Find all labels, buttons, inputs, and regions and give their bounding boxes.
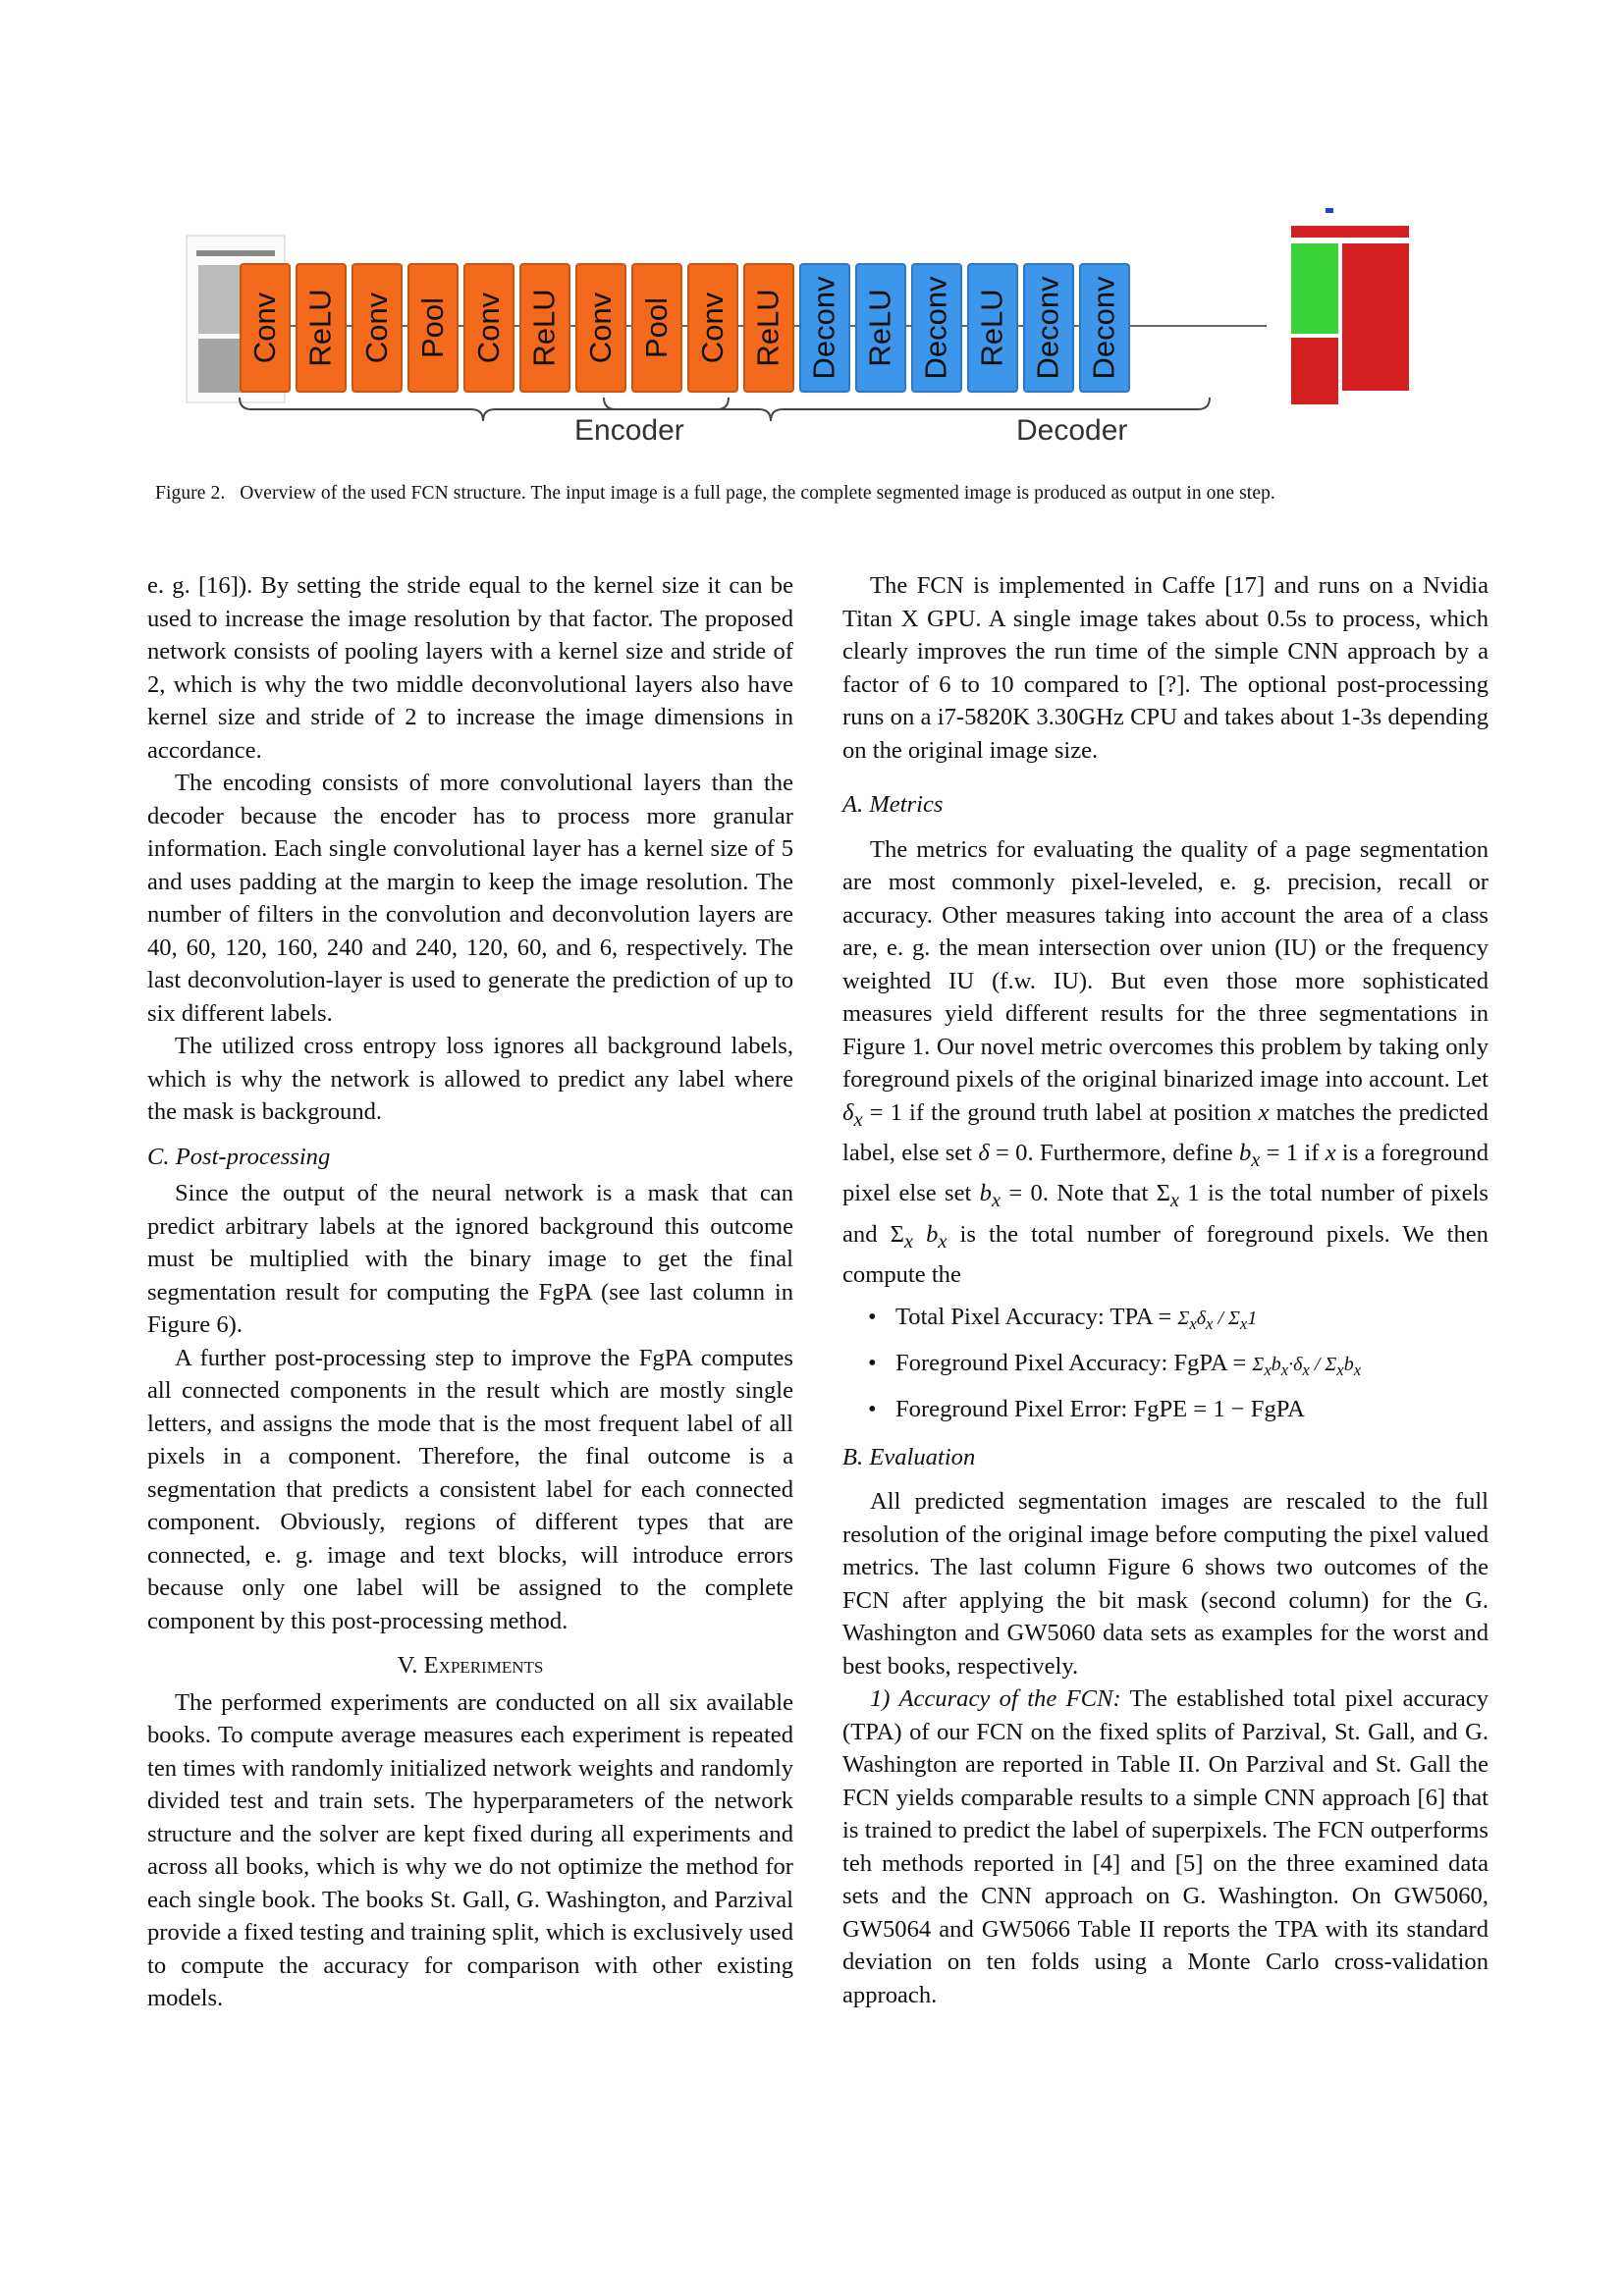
paragraph: The encoding consists of more convolutional layers than the decoder because the encoder has to process more granular information. Each single convolutional layer has a kernel size of 5 and uses padding at the margin to keep the image resolution. The number of filters in the convolution and deconvolution layers are 40, 60, 120, 160, 240 and 240, 120, 60, and 6, respectively. The last deconvolution-layer is used to generate the prediction of up to six different labels.: [147, 770, 793, 1027]
paragraph: Since the output of the neural network is a mask that can predict arbitrary labels at the ignored background this outcome must be multiplied with the binary image to get the final segmentation result for computing the FgPA (see last column in Figure 6).: [147, 1180, 793, 1338]
section-heading-experiments: [147, 1649, 793, 1682]
section-heading-evaluation: B. Evaluation: [842, 1443, 976, 1470]
layer-label: ReLU: [863, 289, 898, 367]
right-column: [842, 569, 1489, 2011]
metric-fgpe: • Foreground Pixel Error: FgPE = 1 − FgPA: [868, 1390, 1489, 1429]
encoder-layer-relu: [296, 263, 347, 393]
decoder-layer-deconv: [799, 263, 850, 393]
left-column: [147, 569, 793, 2015]
decoder-layer-deconv: [911, 263, 962, 393]
layer-label: Conv: [695, 292, 730, 364]
layer-label: Conv: [359, 292, 394, 364]
decoder-layer-relu: [855, 263, 906, 393]
encoder-label: Encoder: [574, 414, 684, 447]
layer-label: Deconv: [1087, 276, 1122, 380]
encoder-layer-conv: [240, 263, 291, 393]
paragraph: The performed experiments are conducted on all six available books. To compute average measures each experiment is repeated ten times with randomly initialized network weights and randomly divided test and train sets. The hyperparameters of the network structure and the solver are kept fixed during all experiments and across all books, which is why we do not optimize the method for each single book. The books St. Gall, G. Washington, and Parzival provide a fixed testing and training split, which is exclusively used to compute the accuracy for comparison with other existing models.: [147, 1688, 793, 2011]
paragraph: The utilized cross entropy loss ignores all background labels, which is why the network is allowed to predict any label where the mask is background.: [147, 1033, 793, 1125]
paragraph-accuracy: 1) Accuracy of the FCN: The established total pixel accuracy (TPA) of our FCN on the fixed splits of Parzival, St. Gall, and G. Washington are reported in Table II. On Parzival and St. Gall the FCN yields comparable results to a simple CNN approach [6] that is trained to predict the label of superpixels. The FCN outperforms teh methods reported in [4] and [5] on the three examined data sets and the CNN approach on G. Washington. On GW5060, GW5064 and GW5066 Table II reports the TPA with its standard deviation on ten folds using a Monte Carlo cross-validation approach.: [842, 1685, 1489, 2008]
encoder-layer-pool: [631, 263, 682, 393]
figure-caption-text: Overview of the used FCN structure. The input image is a full page, the complete segmented image is produced as output in one step.: [240, 483, 1275, 504]
paragraph: e. g. [16]). By setting the stride equal to the kernel size it can be used to increase the image resolution by that factor. The proposed network consists of pooling layers with a kernel size and stride of 2, which is why the two middle deconvolutional layers also have kernel size and stride of 2 to increase the image dimensions in accordance.: [147, 572, 793, 764]
encoder-layer-relu: [743, 263, 794, 393]
encoder-layer-conv: [463, 263, 514, 393]
section-heading-post-processing: C. Post-processing: [147, 1143, 331, 1170]
paragraph: All predicted segmentation images are rescaled to the full resolution of the original image before computing the pixel valued metrics. The last column Figure 6 shows two outcomes of the FCN after applying the bit mask (second column) for the G. Washington and GW5060 data sets as examples for the worst and best books, respectively.: [842, 1488, 1489, 1680]
paragraph: The FCN is implemented in Caffe [17] and runs on a Nvidia Titan X GPU. A single image takes about 0.5s to process, which clearly improves the run time of the simple CNN approach by a factor of 6 to 10 compared to [?]. The optional post-processing runs on a i7-5820K 3.30GHz CPU and takes about 1-3s depending on the original image size.: [842, 572, 1489, 764]
layer-label: Conv: [471, 292, 506, 364]
layer-label: ReLU: [527, 289, 563, 367]
output-segmentation-image: [1288, 208, 1411, 407]
figure-caption-label: Figure 2.: [155, 483, 226, 504]
section-title: Experiments: [423, 1652, 544, 1679]
layer-label: Pool: [415, 296, 451, 359]
encoder-layer-conv: [352, 263, 403, 393]
decoder-label: Decoder: [1016, 414, 1128, 447]
layer-label: Deconv: [919, 276, 954, 380]
layer-label: ReLU: [303, 289, 339, 367]
encoder-layer-relu: [519, 263, 570, 393]
layer-label: Conv: [247, 292, 282, 364]
paragraph-metrics: The metrics for evaluating the quality of a page segmentation are most commonly pixel-leveled, e. g. precision, recall or accuracy. Other measures taking into account the area of a class are, e. g. the mean intersection over union (IU) or the frequency weighted IU (f.w. IU). But even those more sophisticated measures yield different results for the three segmentations in Figure 1. Our novel metric overcomes this problem by taking only foreground pixels of the original binarized image into account. Let $\delta_x = 1$ if the ground truth label at position x matches the predicted label, else set δ = 0. Furthermore, define $b_x = 1$ if x is a foreground pixel else set $b_x = 0$. Note that $\Sigma_x$ 1 is the total number of pixels and $\Sigma_x$ $b_x$ is the total number of foreground pixels. We then compute the: [842, 835, 1489, 1289]
paragraph: A further post-processing step to improve the FgPA computes all connected components in the result which are mostly single letters, and assigns the mode that is the most frequent label of all pixels in a component. Therefore, the final outcome is a segmentation that predicts a consistent label for each connected component. Obviously, regions of different types that are connected, e. g. image and text blocks, will introduce errors because only one label will be assigned to the complete component by this post-processing method.: [147, 1344, 793, 1634]
subsection-lead: 1) Accuracy of the FCN:: [870, 1685, 1121, 1713]
decoder-layer-deconv: [1079, 263, 1130, 393]
layer-label: Deconv: [1031, 276, 1066, 380]
figure-caption: [155, 483, 1471, 505]
layer-label: Deconv: [807, 276, 842, 380]
decoder-layer-deconv: [1023, 263, 1074, 393]
metric-fgpa: • Foreground Pixel Accuracy: FgPA = $\Sigma_xb_x\cdot\delta_x / \Sigma_xb_x$: [868, 1344, 1489, 1390]
encoder-layer-pool: [407, 263, 459, 393]
metric-tpa: • Total Pixel Accuracy: TPA = $\Sigma_x\delta_x / \Sigma_x1$: [868, 1298, 1489, 1344]
fcn-architecture-figure: [177, 196, 1414, 461]
layer-label: ReLU: [751, 289, 786, 367]
section-heading-metrics: A. Metrics: [842, 791, 944, 818]
layer-label: ReLU: [975, 289, 1010, 367]
decoder-layer-relu: [967, 263, 1018, 393]
metrics-list: [842, 1298, 1489, 1429]
encoder-layer-conv: [687, 263, 738, 393]
layer-label: Conv: [583, 292, 618, 364]
encoder-layer-conv: [575, 263, 626, 393]
layer-label: Pool: [639, 296, 675, 359]
section-number: V.: [397, 1652, 418, 1679]
